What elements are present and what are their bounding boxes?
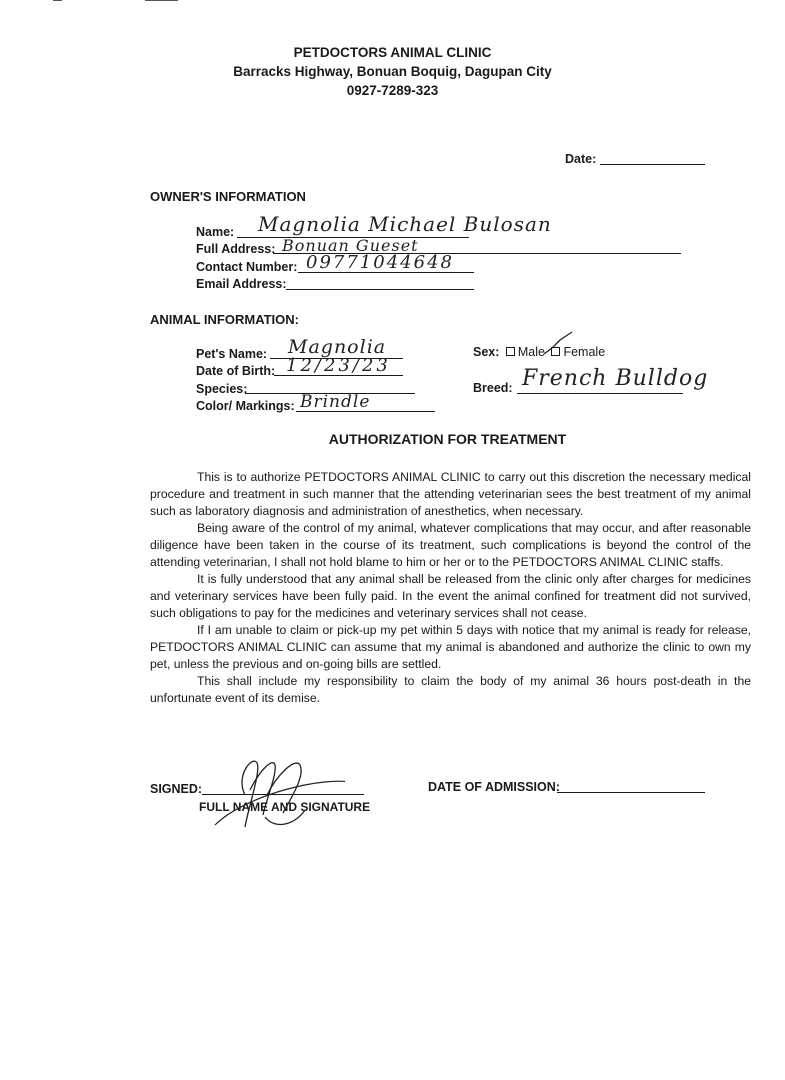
- pet-name-label: Pet's Name:: [196, 347, 268, 361]
- clinic-name: PETDOCTORS ANIMAL CLINIC: [293, 45, 492, 60]
- breed-value: French Bulldog: [522, 366, 709, 391]
- date-label: Date:: [565, 152, 597, 166]
- breed-field[interactable]: [517, 393, 683, 394]
- owner-email-field[interactable]: [286, 289, 474, 290]
- male-checkbox[interactable]: [506, 347, 515, 356]
- authorization-title: AUTHORIZATION FOR TREATMENT: [328, 431, 567, 447]
- date-of-admission-label: DATE OF ADMISSION:: [428, 780, 560, 794]
- color-value: Brindle: [300, 392, 371, 412]
- owner-contact-value: 09771044648: [306, 252, 454, 273]
- date-of-admission-field[interactable]: [557, 792, 705, 793]
- female-check-mark: [538, 330, 578, 360]
- color-label: Color/ Markings:: [196, 399, 295, 413]
- authorization-body: [150, 469, 751, 707]
- dob-label: Date of Birth:: [196, 364, 276, 378]
- authorization-paragraph: It is fully understood that any animal shall be released from the clinic only after charges for medicines and veterinary services have been fully paid. In the event the animal confined for treatment did not survived, such obligations to pay for the medicines and veterinary services shall not cease.: [150, 572, 751, 620]
- male-label: Male: [517, 345, 545, 359]
- signed-label: SIGNED:: [150, 782, 203, 796]
- clinic-phone: 0927-7289-323: [346, 83, 439, 98]
- owner-contact-label: Contact Number:: [196, 260, 298, 274]
- scan-artifact: [53, 0, 62, 1]
- owner-heading: OWNER'S INFORMATION: [150, 189, 306, 204]
- authorization-paragraph: This is to authorize PETDOCTORS ANIMAL CLINIC to carry out this discretion the necessary medical procedure and treatment in such manner that the attending veterinarian sees the best treatment of my animal such as laboratory diagnosis and administration of anesthetics, when necessary.: [150, 470, 751, 518]
- authorization-paragraph: Being aware of the control of my animal, whatever complications that may occur, and after reasonable diligence have been taken in the course of its treatment, such complications is beyond the control of the attending veterinarian, I shall not hold blame to him or her or to the PETDOCTORS ANIMAL CLINIC staffs.: [150, 521, 751, 569]
- owner-name-label: Name:: [196, 225, 235, 239]
- breed-label: Breed:: [473, 381, 513, 395]
- signature-caption: FULL NAME AND SIGNATURE: [199, 800, 371, 814]
- scan-artifact: [145, 0, 178, 1]
- dob-value: 12/23/23: [286, 355, 391, 376]
- handwritten-signature: [205, 755, 345, 835]
- animal-heading: ANIMAL INFORMATION:: [150, 312, 299, 327]
- authorization-paragraph: This shall include my responsibility to claim the body of my animal 36 hours post-death in the unfortunate event of its demise.: [150, 674, 751, 705]
- pet-name-value: Magnolia: [288, 336, 387, 358]
- clinic-address: Barracks Highway, Bonuan Boquig, Dagupan City: [233, 64, 552, 79]
- authorization-paragraph: If I am unable to claim or pick-up my pet within 5 days with notice that my animal is ready for release, PETDOCTORS ANIMAL CLINIC can assume that my animal is abandoned and authorize the clinic to own my pet, unless the previous and on-going bills are settled.: [150, 623, 751, 671]
- female-label: Female: [563, 345, 606, 359]
- owner-address-label: Full Address:: [196, 242, 276, 256]
- date-field[interactable]: [600, 164, 705, 165]
- owner-email-label: Email Address:: [196, 277, 287, 291]
- owner-address-value: Bonuan Gueset: [282, 236, 419, 255]
- species-label: Species:: [196, 382, 248, 396]
- sex-label: Sex:: [473, 345, 500, 359]
- owner-name-value: Magnolia Michael Bulosan: [258, 212, 552, 236]
